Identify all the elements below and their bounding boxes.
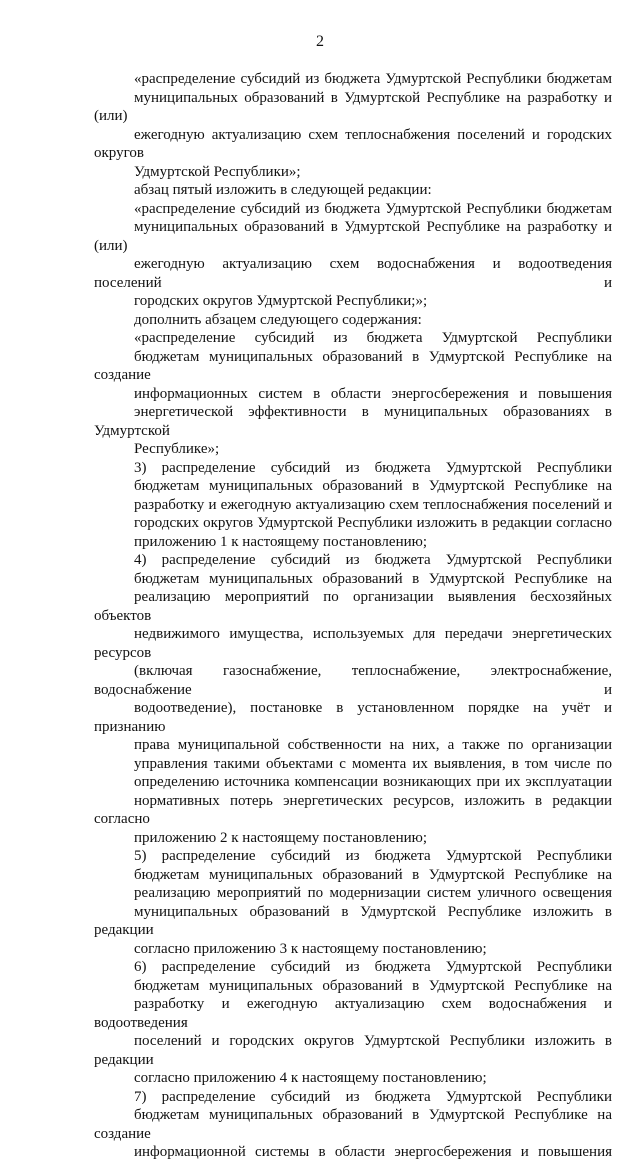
text-line: «распределение субсидий из бюджета Удмуртской Республики бюджетам <box>134 200 612 217</box>
paragraph-7 <box>94 551 612 847</box>
text-line: Удмуртской Республики»; <box>134 163 301 180</box>
paragraph-1 <box>94 70 612 181</box>
text-line: приложению 1 к настоящему постановлению; <box>134 533 427 550</box>
text-line: информационных систем в области энергосбережения и повышения <box>134 385 612 402</box>
text-line: «распределение субсидий из бюджета Удмуртской Республики бюджетам <box>134 71 612 87</box>
page-number: 2 <box>316 33 324 50</box>
paragraph-9 <box>94 958 612 1088</box>
text-line: 5) распределение субсидий из бюджета Удмуртской Республики <box>134 848 612 864</box>
text-line: бюджетам муниципальных образований в Удмуртской Республике на создание <box>94 1107 612 1142</box>
text-line: городских округов Удмуртской Республики;»; <box>134 293 428 309</box>
text-line: реализацию мероприятий по организации выявления бесхозяйных объектов <box>94 589 612 624</box>
text-line: нормативных потерь энергетических ресурсов, изложить в редакции согласно <box>94 792 612 827</box>
text-line: информационной системы в области энергосбережения и повышения <box>134 1144 612 1160</box>
text-line: «распределение субсидий из бюджета Удмуртской Республики <box>134 330 612 346</box>
text-line: поселений и городских округов Удмуртской Республики изложить в редакции <box>94 1033 612 1068</box>
text-line: бюджетам муниципальных образований в Удмуртской Республике на <box>134 866 612 883</box>
text-line: бюджетам муниципальных образований в Удмуртской Республике на <box>134 478 612 494</box>
text-line: муниципальных образований в Удмуртской Республике на разработку и (или) <box>94 89 612 124</box>
text-line: права муниципальной собственности на них, а также по организации <box>134 737 612 753</box>
paragraph-6 <box>94 459 612 552</box>
text-line: бюджетам муниципальных образований в Удмуртской Республике на <box>134 977 612 994</box>
text-line: приложению 2 к настоящему постановлению; <box>134 829 427 846</box>
text-line: разработку и ежегодную актуализацию схем водоснабжения и водоотведения <box>94 996 612 1031</box>
text-line: 6) распределение субсидий из бюджета Удмуртской Республики <box>134 959 612 975</box>
text-line: муниципальных образований в Удмуртской Республике изложить в редакции <box>94 903 612 938</box>
text-line: бюджетам муниципальных образований в Удмуртской Республике на <box>134 570 612 587</box>
text-line: городских округов Удмуртской Республики изложить в редакции согласно <box>134 515 612 531</box>
paragraph-5 <box>94 329 612 459</box>
text-line: 7) распределение субсидий из бюджета Удмуртской Республики <box>134 1088 612 1105</box>
paragraph-2 <box>94 181 612 200</box>
text-line: 4) распределение субсидий из бюджета Удмуртской Республики <box>134 552 612 568</box>
text-line: дополнить абзацем следующего содержания: <box>134 311 422 328</box>
paragraph-3 <box>94 200 612 311</box>
text-line: согласно приложению 4 к настоящему постановлению; <box>134 1070 487 1086</box>
text-line: разработку и ежегодную актуализацию схем теплоснабжения поселений и <box>134 496 612 513</box>
text-line: определению источника компенсации возникающих при их эксплуатации <box>134 774 612 790</box>
text-line: (включая газоснабжение, теплоснабжение, электроснабжение, водоснабжение и <box>94 663 612 698</box>
text-line: Республике»; <box>134 441 220 457</box>
text-line: ежегодную актуализацию схем водоснабжения и водоотведения поселений и <box>94 256 612 291</box>
text-line: недвижимого имущества, используемых для передачи энергетических ресурсов <box>94 626 612 661</box>
text-line: ежегодную актуализацию схем теплоснабжения поселений и городских округов <box>94 126 612 161</box>
text-line: водоотведение), постановке в установленном порядке на учёт и признанию <box>94 700 612 735</box>
text-line: 3) распределение субсидий из бюджета Удмуртской Республики <box>134 459 612 476</box>
text-line: реализацию мероприятий по модернизации систем уличного освещения <box>134 885 612 901</box>
paragraph-4 <box>94 311 612 330</box>
text-line: энергетической эффективности в муниципальных образованиях в Удмуртской <box>94 404 612 439</box>
paragraph-8 <box>94 847 612 958</box>
text-line: абзац пятый изложить в следующей редакции: <box>134 182 432 198</box>
text-line: бюджетам муниципальных образований в Удмуртской Республике на создание <box>94 348 612 383</box>
document-body <box>94 70 612 1162</box>
text-line: муниципальных образований в Удмуртской Республике на разработку и (или) <box>94 219 612 254</box>
text-line: управления такими объектами с момента их выявления, в том числе по <box>134 755 612 772</box>
text-line: согласно приложению 3 к настоящему постановлению; <box>134 940 487 957</box>
paragraph-10 <box>94 1088 612 1162</box>
